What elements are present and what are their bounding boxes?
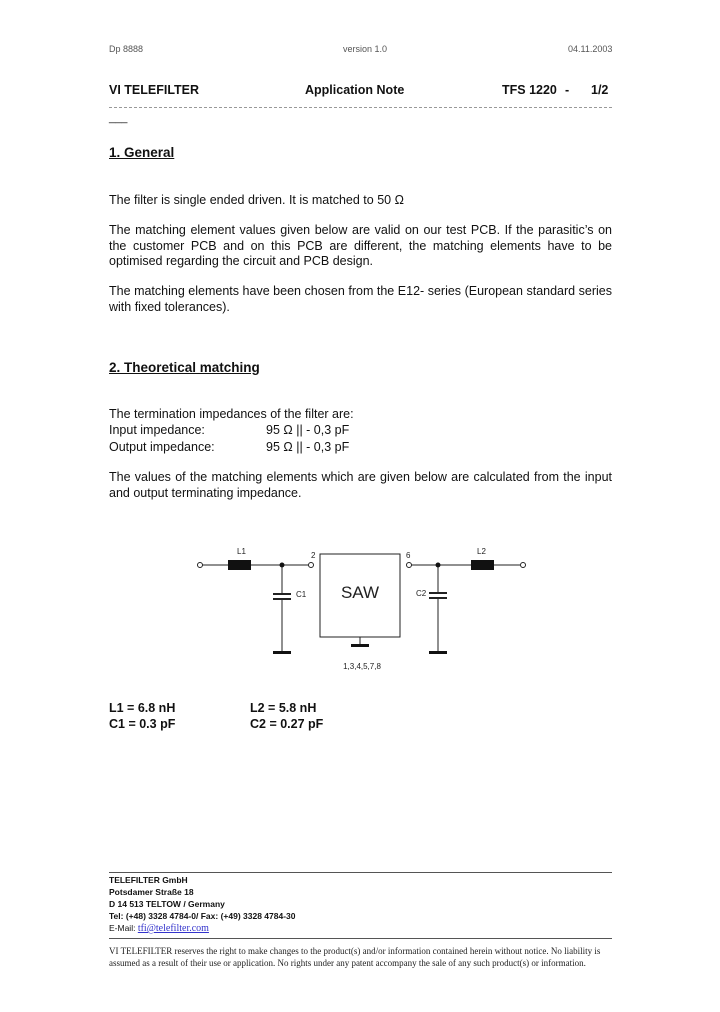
label-l1: L1	[237, 547, 246, 556]
input-impedance-value: 95 Ω || - 0,3 pF	[266, 423, 350, 437]
label-c1: C1	[296, 590, 307, 599]
label-saw: SAW	[340, 583, 380, 602]
footer-email-link[interactable]: tfi@telefilter.com	[137, 923, 209, 934]
section-general-title: 1. General	[109, 145, 175, 160]
footer-disclaimer: VI TELEFILTER reserves the right to make changes to the product(s) and/or information contained herein without notice. No liability is assumed as a result of their use or application. No rights under any patent accompany the sale of any such product(s) or information.	[109, 946, 601, 968]
termination-intro: The termination impedances of the filter are:	[109, 407, 354, 421]
general-paragraph-3: The matching elements have been chosen from the E12- series (European standard series with fixed tolerances).	[109, 284, 612, 314]
footer-street: Potsdamer Straße 18	[109, 887, 194, 897]
junction-c1	[280, 563, 285, 568]
inductor-l1	[228, 560, 251, 570]
section-matching-title: 2. Theoretical matching	[109, 360, 260, 375]
footer-email-line	[109, 922, 209, 935]
ground-c1	[273, 651, 291, 654]
output-impedance-label: Output impedance:	[109, 440, 215, 454]
ground-saw	[351, 644, 369, 647]
doc-date: 04.11.2003	[568, 44, 613, 54]
header-page: 1/2	[591, 83, 609, 97]
header-separator: -	[565, 83, 570, 97]
header-doc-type: Application Note	[305, 83, 405, 97]
footer-rule	[109, 872, 612, 873]
disclaimer-rule	[109, 938, 612, 939]
matching-values-paragraph: The values of the matching elements which are given below are calculated from the input and output terminating impedance.	[109, 470, 612, 500]
value-l1: L1 = 6.8 nH	[109, 701, 176, 715]
input-impedance-label: Input impedance:	[109, 423, 205, 437]
saw-pin-in	[309, 563, 314, 568]
label-c2: C2	[416, 589, 427, 598]
footer-company: TELEFILTER GmbH	[109, 875, 188, 885]
value-l2: L2 = 5.8 nH	[250, 701, 317, 715]
junction-c2	[436, 563, 441, 568]
value-c2: C2 = 0.27 pF	[250, 717, 324, 731]
label-pin-out: 6	[406, 551, 411, 560]
header-product: TFS 1220	[502, 83, 557, 97]
inductor-l2	[471, 560, 494, 570]
footer-email-label: E-Mail:	[109, 923, 138, 933]
label-l2: L2	[477, 547, 486, 556]
header-company: VI TELEFILTER	[109, 83, 200, 97]
footer-phone: Tel: (+48) 3328 4784-0/ Fax: (+49) 3328 4784-30	[109, 911, 296, 921]
header-mark: ___	[109, 112, 128, 124]
saw-pin-out	[407, 563, 412, 568]
label-pin-in: 2	[311, 551, 316, 560]
general-paragraph-1: The filter is single ended driven. It is matched to 50 Ω	[109, 193, 404, 207]
output-terminal	[521, 563, 526, 568]
doc-version: version 1.0	[343, 44, 388, 54]
input-terminal	[198, 563, 203, 568]
ground-c2	[429, 651, 447, 654]
doc-number: Dp 8888	[109, 44, 144, 54]
general-paragraph-2: The matching element values given below are valid on our test PCB. If the parasitic’s on the customer PCB and on this PCB are different, the matching elements have to be optimised regarding the circuit and PCB design.	[109, 223, 612, 268]
output-impedance-value: 95 Ω || - 0,3 pF	[266, 440, 350, 454]
footer-city: D 14 513 TELTOW / Germany	[109, 899, 225, 909]
label-ground-pins: 1,3,4,5,7,8	[343, 662, 381, 671]
value-c1: C1 = 0.3 pF	[109, 717, 176, 731]
